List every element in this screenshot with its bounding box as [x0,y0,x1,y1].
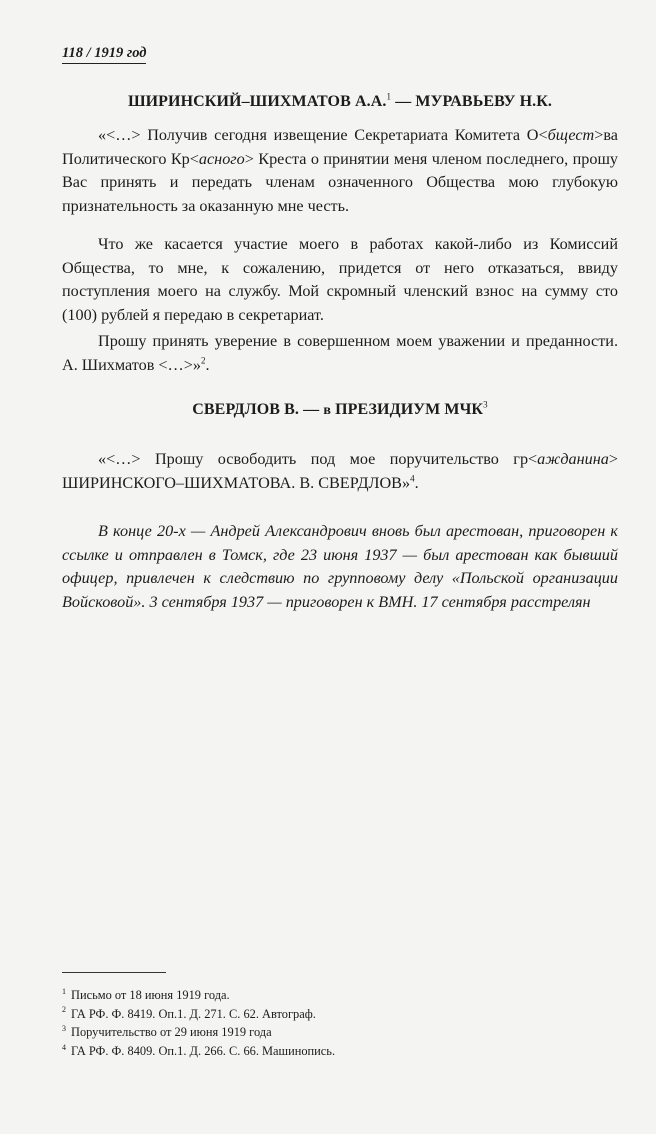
footnote-ref-3: 3 [483,399,488,410]
footnote-item: $^4$ ГА РФ. Ф. 8409. Оп.1. Д. 266. С. 66. Машинопись. [62,1042,336,1058]
section1-heading [62,92,618,112]
section1-heading-name: ШИРИНСКИЙ–ШИХМАТОВ А.А. [127,93,387,110]
section2-heading: СВЕРДЛОВ В. — в ПРЕЗИДИУМ МЧК$^3$ [192,399,488,418]
footnote-ref-1: 1 [386,91,392,102]
footnote-ref-2: 2 [200,355,206,366]
epilogue-paragraph: В конце 20-х — Андрей Александрович вновь был арестован, приговорен к ссылке и отправлен в Томск, где 23 июня 1937 — был арестован как бывший офицер, привлечен к следствию по групповому делу «Польской организации Войсковой». 3 сентября 1937 — приговорен к ВМН. 17 сентября расстрелян [62,522,618,611]
running-head: 118 / 1919 год [62,44,146,64]
section1-paragraph-2: Что же касается участие моего в работах какой-либо из Комиссий Общества, то мне, к сожалению, придется от него отказаться, ввиду поступления моего на службу. Мой скромный членский взнос на сумму сто (100) рублей я передаю в секретариат. [62,235,618,324]
section2-paragraph-1: «<…> Прошу освободить под мое поручительство гр<ажданина> ШИРИНСКОГО–ШИХМАТОВА. В. СВЕРДЛОВ»$^4$. [62,450,618,492]
footnote-ref-4: 4 [410,473,415,484]
footnote-item: $^1$ Письмо от 18 июня 1919 года. [62,986,230,1002]
footnote-divider [62,972,166,973]
section1-paragraph-1: «<…> Получив сегодня извещение Секретариата Комитета О<бщест>ва Политического Кр<асного> Креста о принятии меня членом последнего, прошу Вас принять и передать членам означенного Общества мою глубокую признательность за оказанную мне честь. [62,126,619,215]
footnote-item: $^3$ Поручительство от 29 июня 1919 года [62,1024,272,1040]
footnote-item: $^2$ ГА РФ. Ф. 8419. Оп.1. Д. 271. С. 62. Автограф. [62,1005,316,1021]
section1-paragraph-3: Прошу принять уверение в совершенном моем уважении и преданности. А. Шихматов <…>»$^2$. [62,332,618,374]
footnotes-list [62,986,618,1060]
section1-heading-recipient: — МУРАВЬЕВУ Н.К. [391,93,553,110]
